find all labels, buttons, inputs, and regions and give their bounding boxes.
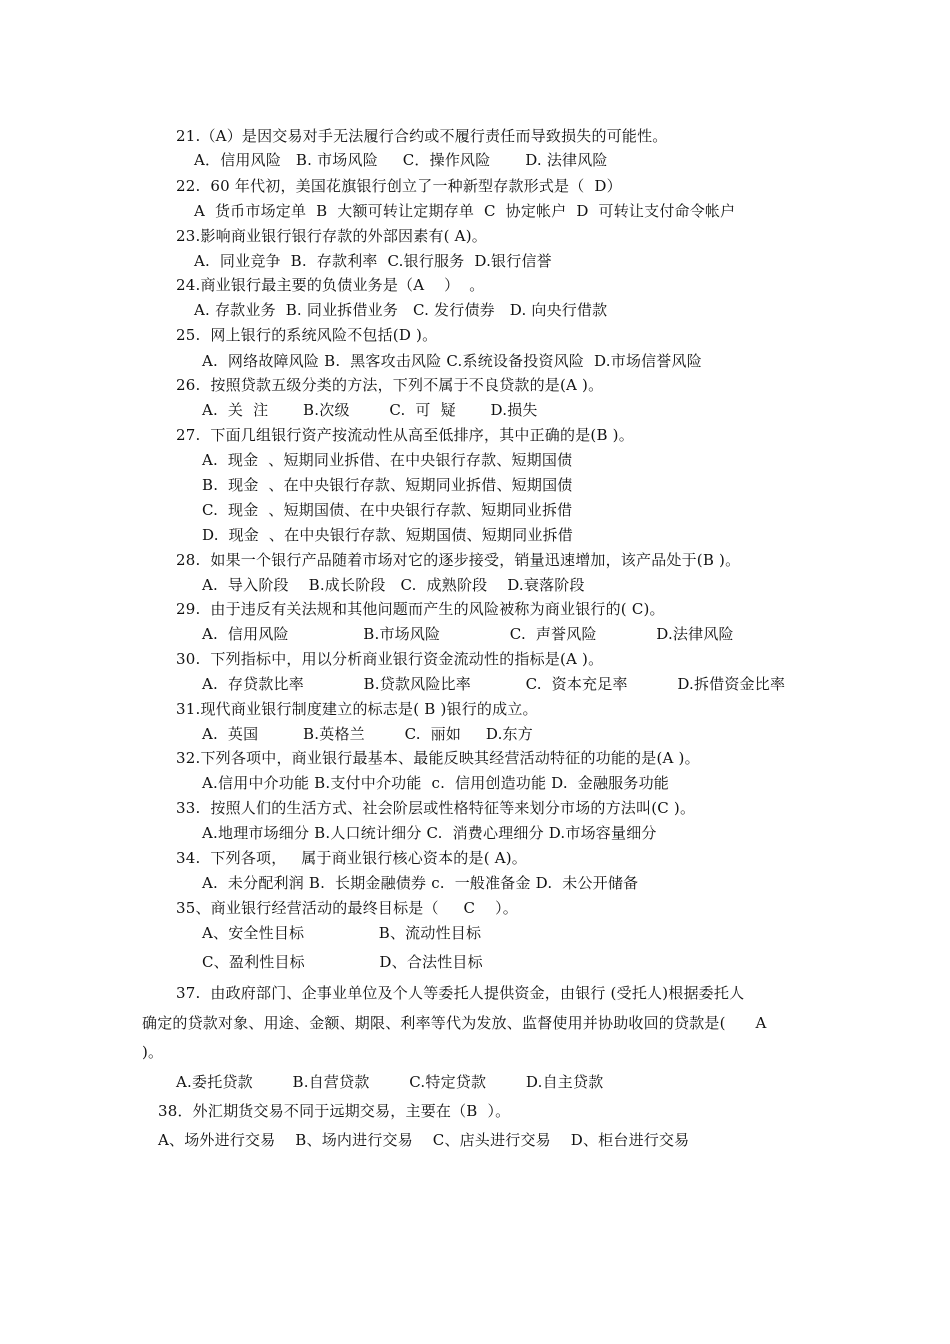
question-25: 25. 网上银行的系统风险不包括(D )。 xyxy=(176,326,438,344)
question-24: 24.商业银行最主要的负债业务是（A ） 。 xyxy=(176,276,485,294)
question-35: 35、商业银行经营活动的最终目标是（ C ）。 xyxy=(176,899,518,917)
question-33: 33. 按照人们的生活方式、社会阶层或性格特征等来划分市场的方法叫(C )。 xyxy=(176,799,696,817)
question-30: 30. 下列指标中，用以分析商业银行资金流动性的指标是(A )。 xyxy=(176,650,604,668)
options-32: A.信用中介功能 B.支付中介功能 c. 信用创造功能 D. 金融服务功能 xyxy=(202,774,669,792)
options-35-row-1: A、安全性目标 B、流动性目标 xyxy=(202,924,482,942)
option-27-d: D. 现金 、在中央银行存款、短期国债、短期同业拆借 xyxy=(202,526,573,544)
options-23: A. 同业竞争 B. 存款利率 C.银行服务 D.银行信誉 xyxy=(194,252,552,270)
options-38: A、场外进行交易 B、场内进行交易 C、店头进行交易 D、柜台进行交易 xyxy=(158,1131,690,1149)
question-26: 26. 按照贷款五级分类的方法，下列不属于不良贷款的是(A )。 xyxy=(176,376,604,394)
options-29: A. 信用风险 B.市场风险 C. 声誉风险 D.法律风险 xyxy=(202,625,734,643)
question-23: 23.影响商业银行银行存款的外部因素有( A)。 xyxy=(176,227,487,245)
question-28: 28. 如果一个银行产品随着市场对它的逐步接受，销量迅速增加，该产品处于(B )。 xyxy=(176,551,741,569)
option-27-a: A. 现金 、短期同业拆借、在中央银行存款、短期国债 xyxy=(202,451,573,469)
options-31: A. 英国 B.英格兰 C. 丽如 D.东方 xyxy=(202,725,533,743)
option-27-b: B. 现金 、在中央银行存款、短期同业拆借、短期国债 xyxy=(202,476,573,494)
question-37-line-1: 37. 由政府部门、企事业单位及个人等委托人提供资金，由银行 (受托人)根据委托人 xyxy=(176,984,745,1002)
question-29: 29. 由于违反有关法规和其他问题而产生的风险被称为商业银行的( C)。 xyxy=(176,600,665,618)
question-31: 31.现代商业银行制度建立的标志是( B )银行的成立。 xyxy=(176,700,538,718)
question-32: 32.下列各项中，商业银行最基本、最能反映其经营活动特征的功能的是(A )。 xyxy=(176,749,700,767)
options-37: A.委托贷款 B.自营贷款 C.特定贷款 D.自主贷款 xyxy=(176,1073,604,1091)
options-28: A. 导入阶段 B.成长阶段 C. 成熟阶段 D.衰落阶段 xyxy=(202,576,585,594)
question-21: 21.（A）是因交易对手无法履行合约或不履行责任而导致损失的可能性。 xyxy=(176,127,668,145)
options-35-row-2: C、盈利性目标 D、合法性目标 xyxy=(202,953,483,971)
question-34: 34. 下列各项， 属于商业银行核心资本的是( A)。 xyxy=(176,849,528,867)
question-38: 38．外汇期货交易不同于远期交易，主要在（B ）。 xyxy=(158,1102,511,1120)
options-21: A．信用风险 B. 市场风险 C．操作风险 D. 法律风险 xyxy=(194,151,608,169)
options-22: A 货币市场定单 B 大额可转让定期存单 C 协定帐户 D 可转让支付命令帐户 xyxy=(194,202,736,220)
options-33: A.地理市场细分 B.人口统计细分 C. 消费心理细分 D.市场容量细分 xyxy=(202,824,657,842)
question-37-line-2: 确定的贷款对象、用途、金额、期限、利率等代为发放、监督使用并协助收回的贷款是( A xyxy=(142,1014,767,1032)
options-24: A. 存款业务 B. 同业拆借业务 C. 发行债券 D. 向央行借款 xyxy=(194,301,608,319)
options-26: A. 关 注 B.次级 C. 可 疑 D.损失 xyxy=(202,401,538,419)
options-30: A. 存贷款比率 B.贷款风险比率 C. 资本充足率 D.拆借资金比率 xyxy=(202,675,786,693)
options-25: A. 网络故障风险 B. 黑客攻击风险 C.系统设备投资风险 D.市场信誉风险 xyxy=(202,352,702,370)
question-27: 27. 下面几组银行资产按流动性从高至低排序，其中正确的是(B )。 xyxy=(176,426,634,444)
options-34: A. 未分配利润 B. 长期金融债券 c. 一般准备金 D. 未公开储备 xyxy=(202,874,639,892)
option-27-c: C. 现金 、短期国债、在中央银行存款、短期同业拆借 xyxy=(202,501,573,519)
question-22: 22. 60 年代初，美国花旗银行创立了一种新型存款形式是（ D） xyxy=(176,177,622,195)
question-37-line-3: )。 xyxy=(142,1043,164,1061)
